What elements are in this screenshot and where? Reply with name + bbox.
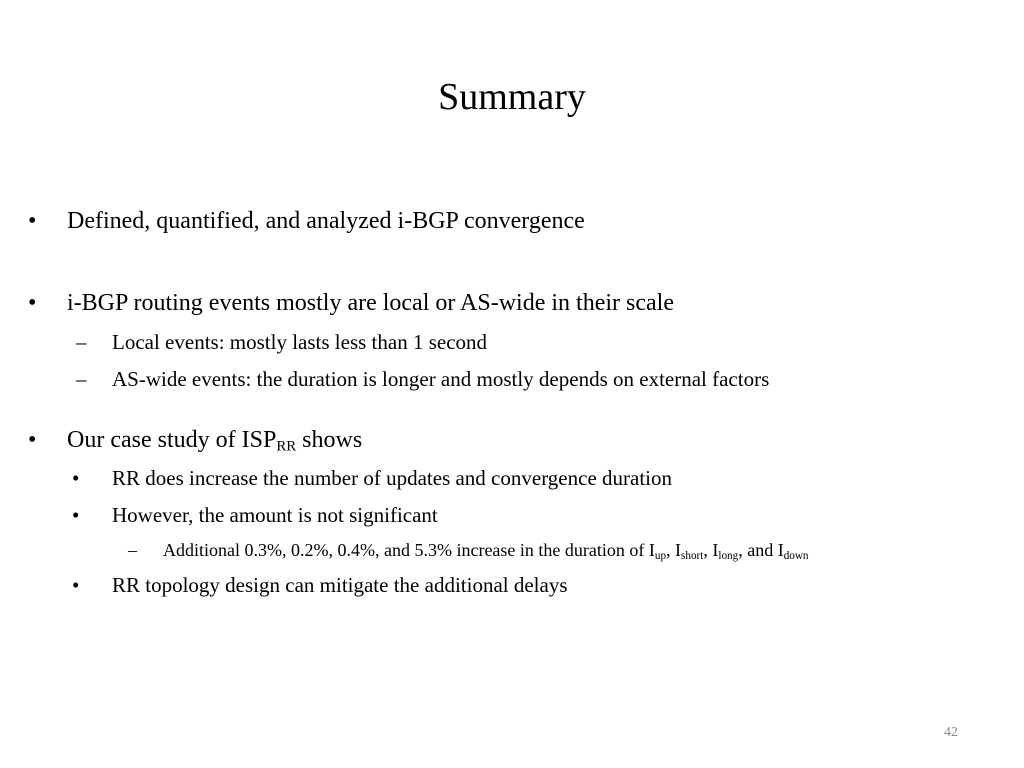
dash-icon: –	[76, 330, 87, 354]
bullet-icon: •	[72, 573, 80, 597]
page-number: 42	[944, 725, 958, 740]
dash-icon: –	[76, 367, 87, 391]
bullet-text: i-BGP routing events mostly are local or AS-wide in their scale	[67, 290, 674, 316]
sub-bullet-text: AS-wide events: the duration is longer and mostly depends on external factors	[112, 367, 770, 391]
case-study-text: Our case study of ISP	[67, 427, 277, 453]
case-study-suffix: shows	[296, 427, 363, 453]
sub-bullet-text: RR does increase the number of updates and convergence duration	[112, 466, 673, 490]
bullet-icon: •	[28, 290, 37, 316]
isp-subscript: RR	[276, 438, 297, 455]
dash-icon: –	[128, 540, 137, 560]
sub-bullet-text: RR topology design can mitigate the additional delays	[112, 573, 568, 597]
slide-title: Summary	[438, 76, 586, 118]
bullet-icon: •	[72, 466, 80, 490]
bullet-text	[67, 425, 362, 455]
bullet-icon: •	[28, 208, 37, 234]
bullet-text: Defined, quantified, and analyzed i-BGP convergence	[67, 208, 585, 234]
sub-sub-bullet-text: Additional 0.3%, 0.2%, 0.4%, and 5.3% increase in the duration of $I_{up}$, $I_{short}$, $I_{long}$, and $I_{down}$	[163, 540, 809, 562]
bullet-icon: •	[28, 427, 37, 453]
sub-bullet-text: However, the amount is not significant	[112, 503, 438, 527]
sub-bullet-text: Local events: mostly lasts less than 1 second	[112, 330, 488, 354]
bullet-icon: •	[72, 503, 80, 527]
